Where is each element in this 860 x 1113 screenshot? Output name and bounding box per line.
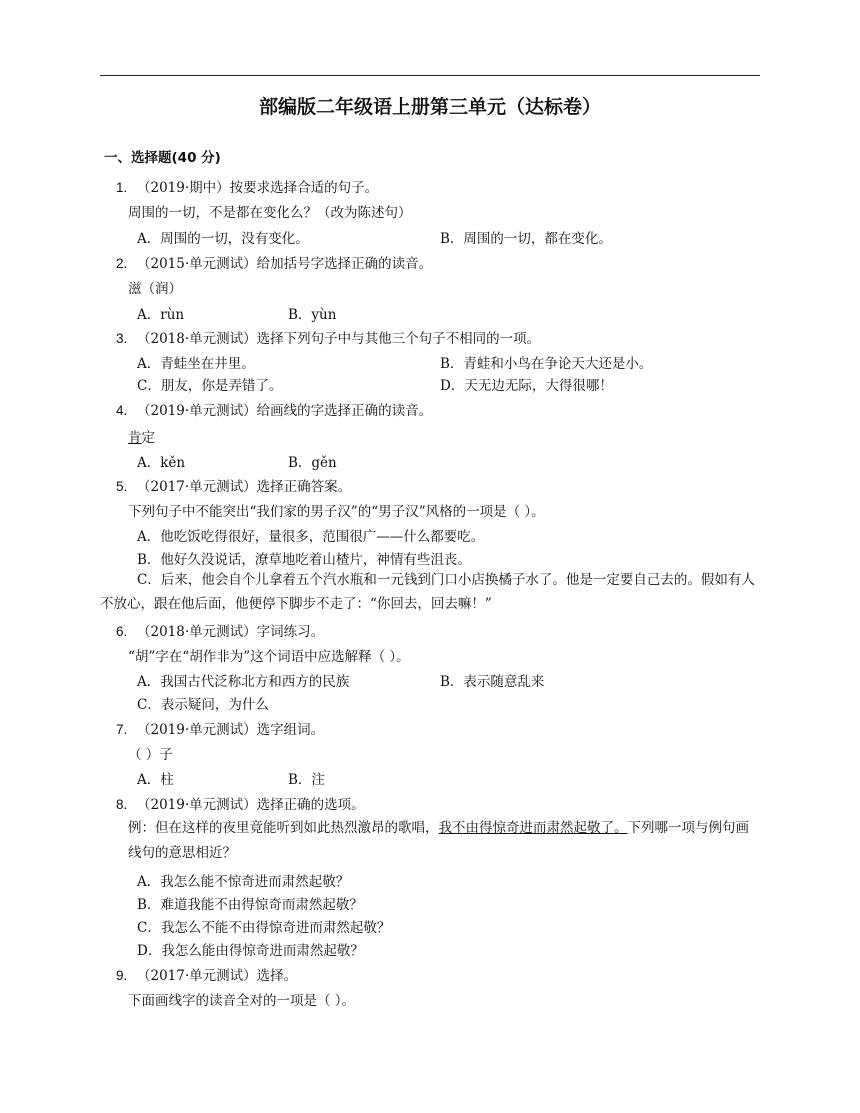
- question-7: [116, 718, 324, 738]
- q7-option-a[interactable]: A．柱: [137, 772, 174, 788]
- q8-option-d[interactable]: D．我怎么能由得惊奇进而肃然起敬？: [137, 943, 364, 959]
- section-heading: 一、选择题(40 分): [104, 150, 221, 166]
- q6-option-c[interactable]: C．表示疑问，为什么: [137, 697, 269, 713]
- question-2: [116, 252, 432, 272]
- question-text: （2017·单元测试）选择正确答案。: [137, 479, 352, 495]
- question-text: （2018·单元测试）选择下列句子中与其他三个句子不相同的一项。: [137, 331, 541, 347]
- q4-option-a[interactable]: A．kěn: [137, 455, 186, 471]
- question-text: （2019·单元测试）选择正确的选项。: [137, 797, 365, 813]
- question-3: [116, 327, 540, 347]
- q2-option-a[interactable]: A．rùn: [137, 307, 185, 323]
- question-text: （2019·单元测试）给画线的字选择正确的读音。: [137, 403, 433, 419]
- q8-option-c[interactable]: C．我怎么不能不由得惊奇进而肃然起敬？: [137, 920, 391, 936]
- question-text: （2019·单元测试）选字组词。: [137, 722, 325, 738]
- question-4: [116, 399, 432, 419]
- q5-option-a[interactable]: A．他吃饭吃得很好，量很多，范围很广——什么都要吃。: [137, 529, 485, 545]
- stem-rest: 定: [141, 430, 155, 446]
- example-text: 例：但在这样的夜里竟能听到如此热烈激昂的歌唱，: [128, 820, 439, 836]
- q8-option-a[interactable]: A．我怎么能不惊奇进而肃然起敬？: [137, 874, 350, 890]
- question-4-stem: [128, 426, 155, 446]
- question-2-stem: 滋（润）: [128, 281, 182, 297]
- example-question: 下列哪一项与例句画线句的意思相近？: [128, 820, 749, 861]
- question-8-example: [128, 816, 762, 866]
- question-number: 8.: [116, 797, 128, 812]
- question-number: 9.: [116, 968, 128, 983]
- question-number: 5.: [116, 479, 128, 494]
- question-number: 4.: [116, 403, 128, 418]
- underlined-char: 肯: [128, 430, 142, 446]
- question-5: [116, 475, 351, 495]
- question-number: 1.: [116, 180, 128, 195]
- q2-option-b[interactable]: B．yùn: [288, 307, 337, 323]
- question-text: （2017·单元测试）选择。: [137, 968, 298, 984]
- q1-option-a[interactable]: A．周围的一切，没有变化。: [137, 231, 309, 247]
- underlined-sentence: 我不由得惊奇进而肃然起敬了。: [438, 820, 628, 836]
- q5-option-b[interactable]: B．他好久没说话，潦草地吃着山楂片，神情有些沮丧。: [137, 552, 471, 568]
- q4-option-b[interactable]: B．gěn: [288, 455, 337, 471]
- question-1: [116, 176, 378, 196]
- q7-option-b[interactable]: B．注: [288, 772, 325, 788]
- q3-option-d[interactable]: D．天无边无际，大得很哪！: [440, 378, 613, 394]
- question-number: 7.: [116, 722, 128, 737]
- question-9-stem: 下面画线字的读音全对的一项是（ ）。: [128, 993, 356, 1009]
- question-5-stem: 下列句子中不能突出“我们家的男子汉”的“男子汉”风格的一项是（ ）。: [128, 504, 545, 520]
- header-rule: [100, 75, 760, 76]
- question-text: （2019·期中）按要求选择合适的句子。: [137, 180, 379, 196]
- page-title: 部编版二年级语上册第三单元（达标卷）: [258, 96, 601, 118]
- question-1-stem: 周围的一切，不是都在变化么？（改为陈述句）: [128, 205, 412, 221]
- question-8: [116, 793, 365, 813]
- question-number: 6.: [116, 624, 128, 639]
- question-9: [116, 964, 297, 984]
- q6-option-b[interactable]: B．表示随意乱来: [440, 674, 545, 690]
- question-number: 3.: [116, 331, 128, 346]
- question-7-stem: （ ）子: [128, 747, 173, 763]
- question-6-stem: “胡”字在“胡作非为”这个词语中应选解释（ ）。: [128, 649, 410, 665]
- q3-option-c[interactable]: C．朋友，你是弄错了。: [137, 378, 283, 394]
- question-number: 2.: [116, 256, 128, 271]
- q6-option-a[interactable]: A．我国古代泛称北方和西方的民族: [137, 674, 350, 690]
- q5-option-c[interactable]: C．后来，他会自个儿拿着五个汽水瓶和一元钱到门口小店换橘子水了。他是一定要自己去的。假如有人不放心，跟在他后面，他便停下脚步不走了：“你回去，回去嘛！”: [100, 572, 755, 612]
- q1-option-b[interactable]: B．周围的一切，都在变化。: [440, 231, 612, 247]
- question-text: （2018·单元测试）字词练习。: [137, 624, 325, 640]
- q3-option-b[interactable]: B．青蛙和小鸟在争论天大还是小。: [440, 356, 653, 372]
- question-6: [116, 620, 324, 640]
- q3-option-a[interactable]: A．青蛙坐在井里。: [137, 356, 255, 372]
- question-text: （2015·单元测试）给加括号字选择正确的读音。: [137, 256, 433, 272]
- q8-option-b[interactable]: B．难道我能不由得惊奇而肃然起敬？: [137, 897, 363, 913]
